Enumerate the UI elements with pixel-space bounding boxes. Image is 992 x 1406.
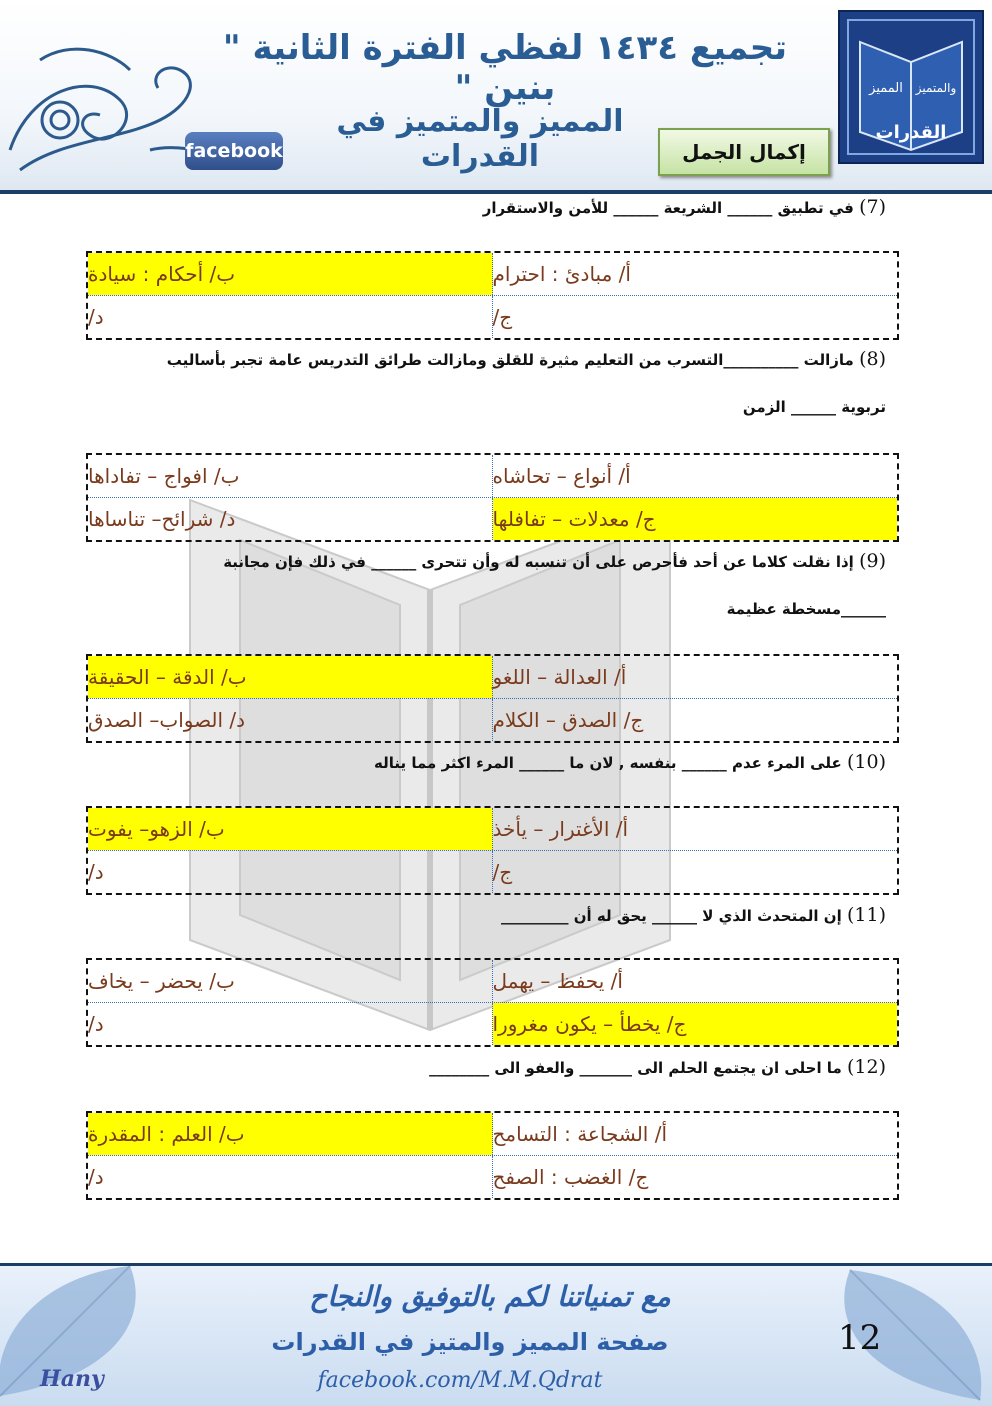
logo-text-mid: والمتميز — [915, 81, 957, 95]
options-row — [88, 1113, 897, 1155]
leaf-icon — [790, 1263, 992, 1406]
options-row — [88, 960, 897, 1002]
options-grid-11 — [86, 958, 899, 1047]
options-row — [88, 808, 897, 850]
options-grid-8 — [86, 453, 899, 542]
page-footer — [0, 1263, 992, 1406]
option-a[interactable]: أ/ يحفظ – يهمل — [492, 969, 623, 993]
option-b[interactable]: ب/ العلم : المقدرة — [88, 1113, 493, 1155]
option-a[interactable]: أ/ العدالة – اللغو — [492, 665, 627, 689]
question-number: (10) — [846, 751, 886, 773]
options-row — [88, 253, 897, 295]
options-grid-7 — [86, 251, 899, 340]
options-row — [88, 497, 897, 540]
section-label: إكمال الجمل — [658, 128, 830, 176]
option-b[interactable]: ب/ الدقة – الحقيقة — [88, 656, 493, 698]
logo-text-bottom: القدرات — [875, 122, 947, 143]
question-number: (8) — [859, 348, 886, 370]
document-title: تجميع ١٤٣٤ لفظي الفترة الثانية " بنين " — [222, 28, 788, 108]
question-number: (12) — [846, 1056, 886, 1078]
options-row — [88, 850, 897, 893]
question-9 — [223, 550, 886, 572]
options-row — [88, 698, 897, 741]
facebook-button[interactable]: facebook — [185, 132, 283, 170]
option-d[interactable]: د/ — [88, 1003, 493, 1045]
footer-page-name: صفحة المميز والمتيز في القدرات — [271, 1328, 669, 1356]
question-number: (9) — [859, 550, 886, 572]
question-text: إن المتحدث الذي لا ______ يحق له أن _________ — [501, 907, 842, 925]
options-row — [88, 656, 897, 698]
question-number: (7) — [859, 196, 886, 218]
option-a[interactable]: أ/ الشجاعة : التسامح — [492, 1122, 668, 1146]
options-row — [88, 455, 897, 497]
option-d[interactable]: د/ الصواب– الصدق — [88, 699, 493, 741]
option-c[interactable]: ج/ الصدق – الكلام — [492, 708, 644, 732]
page-number: 12 — [838, 1318, 882, 1358]
option-b[interactable]: ب/ افواج – تفاداها — [88, 455, 493, 497]
question-8 — [167, 348, 886, 370]
option-d[interactable]: د/ شرائح– تناساها — [88, 498, 493, 540]
question-number: (11) — [846, 904, 886, 926]
option-b[interactable]: ب/ أحكام : سيادة — [88, 253, 493, 295]
option-d[interactable]: د/ — [88, 851, 493, 893]
option-a[interactable]: أ/ مبادئ : احترام — [492, 262, 631, 286]
logo-text-top: المميز — [869, 81, 903, 96]
question-10 — [374, 751, 886, 773]
options-grid-10 — [86, 806, 899, 895]
options-row — [88, 295, 897, 338]
footer-greeting: مع تمنياتنا لكم بالتوفيق والنجاح — [309, 1280, 671, 1313]
option-c[interactable]: ج/ — [492, 860, 513, 884]
option-c[interactable]: ج/ معدلات – تفافلها — [493, 498, 898, 540]
question-text: إذا نقلت كلاما عن أحد فأحرص على أن تنسبه له وأن تتحرى ______ في ذلك فإن مجانبة — [223, 553, 854, 571]
question-text: على المرء عدم ______ بنفسه , لان ما ______ المرء اكثر مما يناله — [374, 754, 842, 772]
option-b[interactable]: ب/ الزهو– يفوت — [88, 808, 493, 850]
document-subtitle: المميز والمتميز في القدرات — [336, 104, 624, 174]
designer-signature: Hany — [40, 1366, 104, 1392]
option-d[interactable]: د/ — [88, 1156, 493, 1198]
options-grid-12 — [86, 1111, 899, 1200]
options-grid-9 — [86, 654, 899, 743]
option-a[interactable]: أ/ الأغترار – يأخذ — [492, 817, 629, 841]
question-12 — [429, 1056, 886, 1078]
question-text: في تطبيق ______ الشريعة ______ للأمن والاستقرار — [482, 199, 854, 217]
option-d[interactable]: د/ — [88, 296, 493, 338]
option-c[interactable]: ج/ — [492, 305, 513, 329]
brand-logo — [838, 10, 984, 164]
page-header — [0, 0, 992, 194]
question-text: مازالت __________التسرب من التعليم مثيرة للقلق ومازالت طرائق التدريس عامة تجبر بأساليب — [166, 351, 854, 369]
option-c[interactable]: ج/ الغضب : الصفح — [492, 1165, 649, 1189]
question-11 — [501, 904, 886, 926]
question-7 — [483, 196, 886, 218]
option-b[interactable]: ب/ يحضر – يخاف — [88, 960, 493, 1002]
question-text: ما احلى ان يجتمع الحلم الى _______ والعفو الى ________ — [429, 1059, 842, 1077]
options-row — [88, 1155, 897, 1198]
question-9-line-2: ______مسخطة عظيمة — [726, 600, 886, 618]
option-c[interactable]: ج/ يخطأ – يكون مغرورا — [493, 1003, 898, 1045]
question-8-line-2: تربوية ______ الزمن — [742, 398, 886, 416]
footer-facebook-link[interactable]: facebook.com/M.M.Qdrat — [317, 1368, 603, 1393]
option-a[interactable]: أ/ أنواع – تحاشاه — [492, 464, 631, 488]
options-row — [88, 1002, 897, 1045]
